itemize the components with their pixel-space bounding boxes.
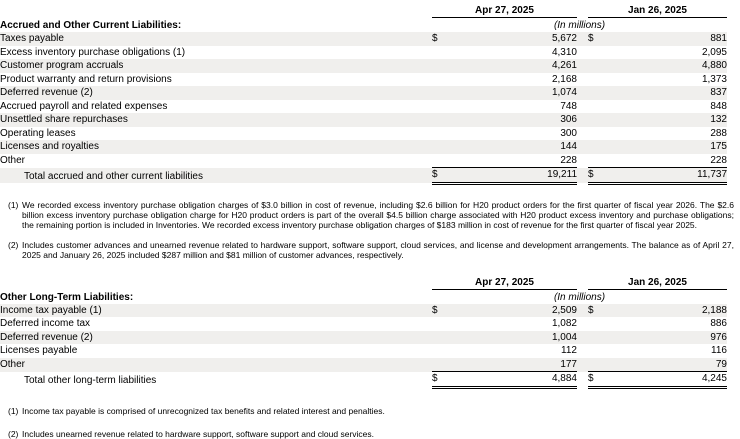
row-label: Other xyxy=(0,155,26,166)
row-label: Licenses payable xyxy=(0,345,78,356)
dollar-sign xyxy=(588,86,608,100)
value-current-period: 228 xyxy=(560,154,577,166)
value-prior-period: 837 xyxy=(608,86,727,100)
value-prior-period: 2,095 xyxy=(701,46,727,58)
section-title: Other Long-Term Liabilities: xyxy=(0,291,134,303)
total-value-current-period: 19,211 xyxy=(452,168,577,184)
value-prior-period: 175 xyxy=(608,140,727,154)
value-prior-period: 976 xyxy=(608,331,727,345)
table-row xyxy=(0,100,740,114)
dollar-sign: $ xyxy=(432,304,452,318)
dollar-sign xyxy=(588,113,608,127)
dollar-sign xyxy=(432,100,452,114)
footnote-marker: (1) xyxy=(8,199,19,210)
row-filler xyxy=(727,304,740,318)
header-spacer xyxy=(0,274,432,290)
row-filler xyxy=(727,358,740,372)
dollar-sign xyxy=(588,154,608,168)
row-filler xyxy=(727,154,740,168)
table-header-row xyxy=(0,274,740,290)
row-filler xyxy=(727,331,740,345)
column-header-current-period: Apr 27, 2025 xyxy=(432,2,577,18)
column-gap xyxy=(577,32,588,46)
column-gap xyxy=(577,168,588,184)
dollar-sign xyxy=(588,46,608,60)
total-label: Total accrued and other current liabilities xyxy=(0,168,432,184)
row-label: Operating leases xyxy=(0,127,76,139)
total-label: Total other long-term liabilities xyxy=(24,374,157,386)
dollar-sign xyxy=(432,59,452,73)
column-header-prior-period: Jan 26, 2025 xyxy=(588,2,727,18)
table-row xyxy=(0,331,740,345)
value-current-period: 2,509 xyxy=(452,304,577,318)
footnote-marker: (1) xyxy=(8,405,19,416)
row-label: Taxes payable xyxy=(0,32,432,46)
footnote-marker: (2) xyxy=(8,239,19,250)
column-header-prior-period: Jan 26, 2025 xyxy=(588,274,727,290)
value-current-period: 306 xyxy=(452,113,577,127)
footnote-text: We recorded excess inventory purchase obligation charges of $3.0 billion in cost of revenue, including $2.6 billion for H20 product orders for the first quarter of fiscal year 2026. The $2.6 billion excess inventory purchase obligation charge for H20 product orders is part of the overall $4.5 billion charge associated with H20 product excess inventory and purchase obligations; the remaining portion is included in Inventories. We recorded excess inventory purchase obligation charges of $183 million in cost of revenue for the first quarter of fiscal year 2025. xyxy=(22,199,734,230)
column-gap xyxy=(577,317,588,331)
column-gap xyxy=(577,372,588,388)
column-gap xyxy=(577,127,588,141)
column-gap xyxy=(577,331,588,345)
footnotes-current-liabilities xyxy=(0,200,740,260)
table-row xyxy=(0,317,740,331)
table-row xyxy=(0,358,740,372)
dollar-sign: $ xyxy=(588,168,608,184)
row-filler xyxy=(727,18,740,33)
table-row xyxy=(0,86,740,100)
row-filler xyxy=(727,274,740,290)
dollar-sign xyxy=(432,140,452,154)
footnote-text: Income tax payable is comprised of unrecognized tax benefits and related interest and penalties. xyxy=(22,405,385,416)
dollar-sign xyxy=(432,86,452,100)
column-gap xyxy=(577,113,588,127)
row-filler xyxy=(727,372,740,388)
value-prior-period: 288 xyxy=(710,127,727,139)
table-row xyxy=(0,344,740,358)
row-label: Customer program accruals xyxy=(0,59,432,73)
table-row xyxy=(0,73,740,87)
row-filler xyxy=(727,86,740,100)
value-prior-period: 2,188 xyxy=(608,304,727,318)
row-filler xyxy=(727,113,740,127)
row-label: Deferred revenue (2) xyxy=(0,331,432,345)
row-label: Deferred income tax xyxy=(0,318,91,329)
value-prior-period: 848 xyxy=(710,100,727,112)
dollar-sign xyxy=(432,154,452,168)
total-value-prior-period: 4,245 xyxy=(608,372,727,388)
section-title-row xyxy=(0,18,740,33)
value-prior-period: 79 xyxy=(608,358,727,372)
footnote-1 xyxy=(0,200,740,230)
footnote-marker: (2) xyxy=(8,428,19,439)
value-current-period: 177 xyxy=(452,358,577,372)
value-prior-period: 132 xyxy=(608,113,727,127)
column-gap xyxy=(577,140,588,154)
dollar-sign xyxy=(588,59,608,73)
row-label: Excess inventory purchase obligations (1) xyxy=(0,46,186,58)
dollar-sign xyxy=(432,113,452,127)
value-prior-period: 1,373 xyxy=(701,73,727,85)
row-label: Income tax payable (1) xyxy=(0,304,432,318)
dollar-sign xyxy=(588,140,608,154)
row-filler xyxy=(727,317,740,331)
dollar-sign xyxy=(432,331,452,345)
column-gap xyxy=(577,304,588,318)
value-current-period: 4,261 xyxy=(452,59,577,73)
row-label: Product warranty and return provisions xyxy=(0,73,172,85)
dollar-sign xyxy=(432,73,452,87)
value-current-period: 748 xyxy=(560,100,577,112)
dollar-sign: $ xyxy=(432,32,452,46)
column-gap xyxy=(577,73,588,87)
table-row xyxy=(0,127,740,141)
row-label: Deferred revenue (2) xyxy=(0,86,432,100)
dollar-sign xyxy=(588,317,608,331)
section-title: Accrued and Other Current Liabilities: xyxy=(0,20,182,31)
table-row xyxy=(0,140,740,154)
table-row xyxy=(0,46,740,60)
column-gap xyxy=(577,46,588,60)
column-gap xyxy=(577,154,588,168)
value-prior-period: 881 xyxy=(608,32,727,46)
dollar-sign: $ xyxy=(588,304,608,318)
footnote-2 xyxy=(0,240,740,260)
value-prior-period: 116 xyxy=(711,345,727,356)
dollar-sign: $ xyxy=(588,372,608,388)
table-row xyxy=(0,59,740,73)
total-value-current-period: 4,884 xyxy=(452,372,577,388)
row-label: Other xyxy=(0,358,432,372)
column-gap xyxy=(577,2,588,18)
value-current-period: 300 xyxy=(560,127,577,139)
column-gap xyxy=(577,59,588,73)
row-label: Accrued payroll and related expenses xyxy=(0,100,168,112)
row-label: Licenses and royalties xyxy=(0,140,432,154)
column-gap xyxy=(577,344,588,358)
dollar-sign xyxy=(432,358,452,372)
value-prior-period: 228 xyxy=(710,154,727,166)
table-row xyxy=(0,304,740,318)
total-row xyxy=(0,372,740,388)
value-current-period: 5,672 xyxy=(452,32,577,46)
row-filler xyxy=(727,2,740,18)
footnote-text: Includes unearned revenue related to hardware support, software support and cloud services. xyxy=(22,428,375,439)
column-gap xyxy=(577,86,588,100)
dollar-sign xyxy=(432,127,452,141)
table-row xyxy=(0,32,740,46)
row-filler xyxy=(727,32,740,46)
units-label: (In millions) xyxy=(553,20,606,31)
table-row xyxy=(0,154,740,168)
header-spacer xyxy=(0,2,432,18)
total-value-prior-period: 11,737 xyxy=(608,168,727,184)
value-current-period: 1,004 xyxy=(452,331,577,345)
section-title-row xyxy=(0,289,740,304)
table-row xyxy=(0,113,740,127)
row-filler xyxy=(727,344,740,358)
row-filler xyxy=(727,127,740,141)
row-filler xyxy=(727,59,740,73)
value-current-period: 4,310 xyxy=(551,46,577,58)
dollar-sign: $ xyxy=(588,32,608,46)
row-filler xyxy=(727,168,740,184)
column-header-current-period: Apr 27, 2025 xyxy=(432,274,577,290)
total-row xyxy=(0,168,740,184)
dollar-sign: $ xyxy=(432,372,452,388)
dollar-sign xyxy=(588,358,608,372)
dollar-sign xyxy=(432,317,452,331)
accrued-current-liabilities-table xyxy=(0,2,740,185)
dollar-sign: $ xyxy=(432,168,452,184)
dollar-sign xyxy=(588,331,608,345)
dollar-sign xyxy=(588,100,608,114)
footnote-1 xyxy=(0,406,740,416)
dollar-sign xyxy=(432,46,452,60)
value-current-period: 112 xyxy=(561,345,577,356)
value-current-period: 1,074 xyxy=(452,86,577,100)
row-filler xyxy=(727,46,740,60)
row-filler xyxy=(727,289,740,304)
footnote-text: Includes customer advances and unearned revenue related to hardware support, software support, cloud services, and license and development arrangements. The balance as of April 27, 2025 and January 26, 2025 included $287 million and $81 million of customer advances, respectively. xyxy=(22,239,734,260)
other-long-term-liabilities-table xyxy=(0,274,740,389)
dollar-sign xyxy=(588,127,608,141)
row-filler xyxy=(727,100,740,114)
units-label: (In millions) xyxy=(553,291,606,303)
column-gap xyxy=(577,358,588,372)
value-prior-period: 4,880 xyxy=(608,59,727,73)
column-gap xyxy=(577,100,588,114)
table-header-row xyxy=(0,2,740,18)
value-current-period: 1,082 xyxy=(551,318,577,329)
row-filler xyxy=(727,73,740,87)
value-current-period: 144 xyxy=(452,140,577,154)
value-current-period: 2,168 xyxy=(551,73,577,85)
dollar-sign xyxy=(432,344,452,358)
dollar-sign xyxy=(588,344,608,358)
dollar-sign xyxy=(588,73,608,87)
column-gap xyxy=(577,274,588,290)
row-label: Unsettled share repurchases xyxy=(0,113,432,127)
value-prior-period: 886 xyxy=(710,318,727,329)
row-filler xyxy=(727,140,740,154)
